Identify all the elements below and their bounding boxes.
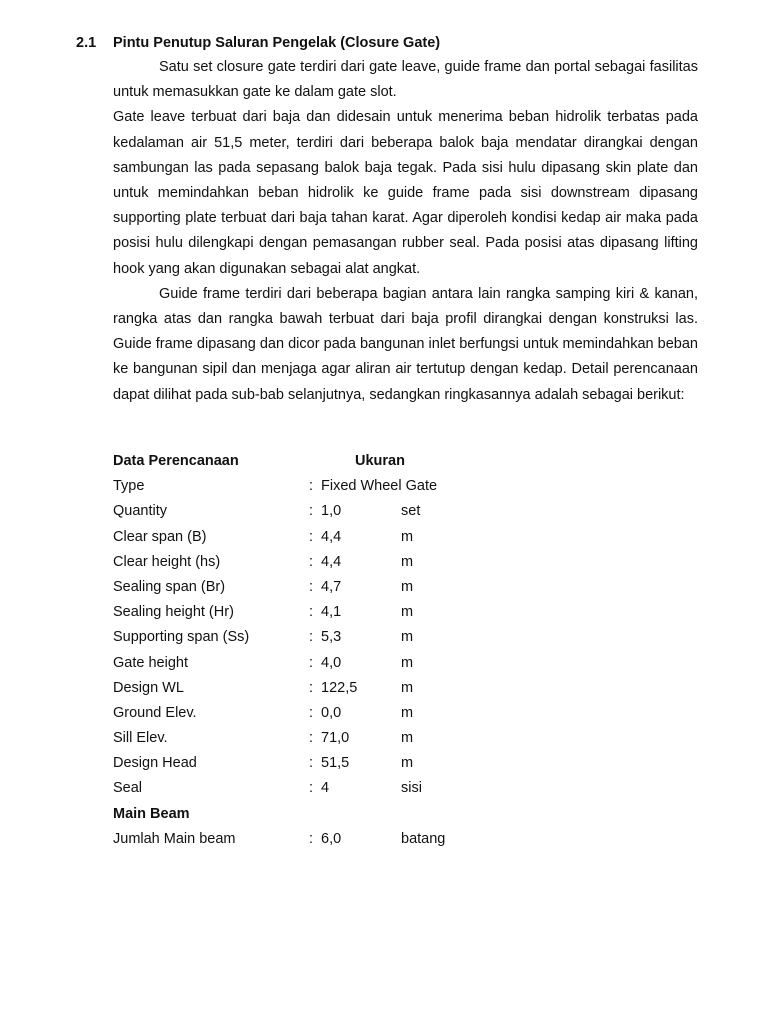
- paragraph-intro: Satu set closure gate terdiri dari gate leave, guide frame dan portal sebagai fasilitas untuk memasukkan gate ke dalam gate slot.: [113, 59, 698, 101]
- row-unit: m: [401, 553, 414, 570]
- row-colon: :: [309, 578, 314, 595]
- table-row: [113, 575, 513, 600]
- section-title: Pintu Penutup Saluran Pengelak (Closure Gate): [113, 35, 441, 51]
- row-value: 6,0: [321, 830, 342, 847]
- row-value: Fixed Wheel Gate: [321, 478, 438, 495]
- row-colon: :: [309, 629, 314, 646]
- row-value: 0,0: [321, 704, 342, 721]
- row-unit: m: [401, 679, 414, 696]
- row-label: Gate height: [113, 654, 188, 671]
- row-colon: :: [309, 830, 314, 847]
- row-unit: m: [401, 578, 414, 595]
- table-row: [113, 776, 513, 801]
- table-header-row: [113, 449, 513, 474]
- row-colon: :: [309, 553, 314, 570]
- table-row: [113, 726, 513, 751]
- row-value: 4,4: [321, 528, 342, 545]
- main-beam-heading: Main Beam: [113, 805, 190, 822]
- row-label: Design WL: [113, 679, 184, 696]
- row-colon: :: [309, 654, 314, 671]
- row-unit: m: [401, 654, 414, 671]
- design-data-table: [113, 449, 513, 852]
- table-header-label: Data Perencanaan: [113, 453, 239, 469]
- row-value: 1,0: [321, 503, 342, 520]
- row-label: Ground Elev.: [113, 704, 197, 721]
- row-value: 122,5: [321, 679, 358, 696]
- row-unit: set: [401, 503, 421, 520]
- row-label: Quantity: [113, 503, 167, 520]
- row-value: 4,1: [321, 604, 342, 621]
- main-beam-heading-row: [113, 802, 513, 827]
- row-value: 51,5: [321, 755, 350, 772]
- row-value: 4,7: [321, 578, 342, 595]
- row-unit: m: [401, 629, 414, 646]
- body-text: [113, 55, 698, 408]
- row-label: Jumlah Main beam: [113, 830, 236, 847]
- table-row: [113, 525, 513, 550]
- row-label: Supporting span (Ss): [113, 629, 250, 646]
- table-row: [113, 550, 513, 575]
- table-row: [113, 751, 513, 776]
- row-label: Clear height (hs): [113, 553, 221, 570]
- row-label: Sealing height (Hr): [113, 604, 234, 621]
- table-header-column: Ukuran: [355, 453, 405, 469]
- table-row: [113, 676, 513, 701]
- table-row: [113, 625, 513, 650]
- row-colon: :: [309, 478, 314, 495]
- row-colon: :: [309, 704, 314, 721]
- row-colon: :: [309, 780, 314, 797]
- paragraph-gate-leave: Gate leave terbuat dari baja dan didesain untuk menerima beban hidrolik terbatas pada kedalaman air 51,5 meter, terdiri dari beberapa balok baja mendatar dirangkai dengan sambungan las pada sepasang balok baja tegak. Pada sisi hulu dipasang skin plate dan untuk memindahkan beban hidrolik ke guide frame pada sisi downstream dipasang supporting plate terbuat dari baja tahan karat. Agar diperoleh kondisi kedap air maka pada posisi hulu dilengkapi dengan pemasangan rubber seal. Pada posisi atas dipasang lifting hook yang akan digunakan sebagai alat angkat.: [113, 109, 698, 277]
- row-colon: :: [309, 503, 314, 520]
- row-value: 71,0: [321, 730, 350, 747]
- row-label: Sill Elev.: [113, 730, 168, 747]
- row-value: 4,4: [321, 553, 342, 570]
- row-unit: m: [401, 730, 414, 747]
- row-unit: batang: [401, 830, 446, 847]
- table-row: [113, 474, 513, 499]
- section-heading: [76, 33, 440, 53]
- row-colon: :: [309, 604, 314, 621]
- paragraph-guide-frame: Guide frame terdiri dari beberapa bagian antara lain rangka samping kiri & kanan, rangka atas dan rangka bawah terbuat dari baja profil dirangkai dengan konstruksi las. Guide frame dipasang dan dicor pada bangunan inlet berfungsi untuk memindahkan beban ke bangunan sipil dan menjaga agar aliran air tertutup dengan kedap. Detail perencanaan dapat dilihat pada sub-bab selanjutnya, sedangkan ringkasannya adalah sebagai berikut:: [113, 285, 698, 403]
- main-beam-rows: [113, 827, 513, 852]
- row-unit: m: [401, 528, 414, 545]
- row-unit: m: [401, 704, 414, 721]
- row-label: Design Head: [113, 755, 197, 772]
- row-value: 4,0: [321, 654, 342, 671]
- row-value: 4: [321, 780, 330, 797]
- table-row: [113, 651, 513, 676]
- row-label: Sealing span (Br): [113, 578, 226, 595]
- row-label: Clear span (B): [113, 528, 207, 545]
- row-unit: sisi: [401, 780, 422, 797]
- table-row: [113, 701, 513, 726]
- row-label: Seal: [113, 780, 143, 797]
- table-row: [113, 827, 513, 852]
- row-value: 5,3: [321, 629, 342, 646]
- section-number: 2.1: [76, 35, 97, 51]
- row-colon: :: [309, 730, 314, 747]
- table-row: [113, 600, 513, 625]
- row-label: Type: [113, 478, 145, 495]
- row-unit: m: [401, 604, 414, 621]
- row-colon: :: [309, 755, 314, 772]
- table-row: [113, 499, 513, 524]
- row-colon: :: [309, 679, 314, 696]
- row-colon: :: [309, 528, 314, 545]
- row-unit: m: [401, 755, 414, 772]
- table-rows: [113, 474, 513, 801]
